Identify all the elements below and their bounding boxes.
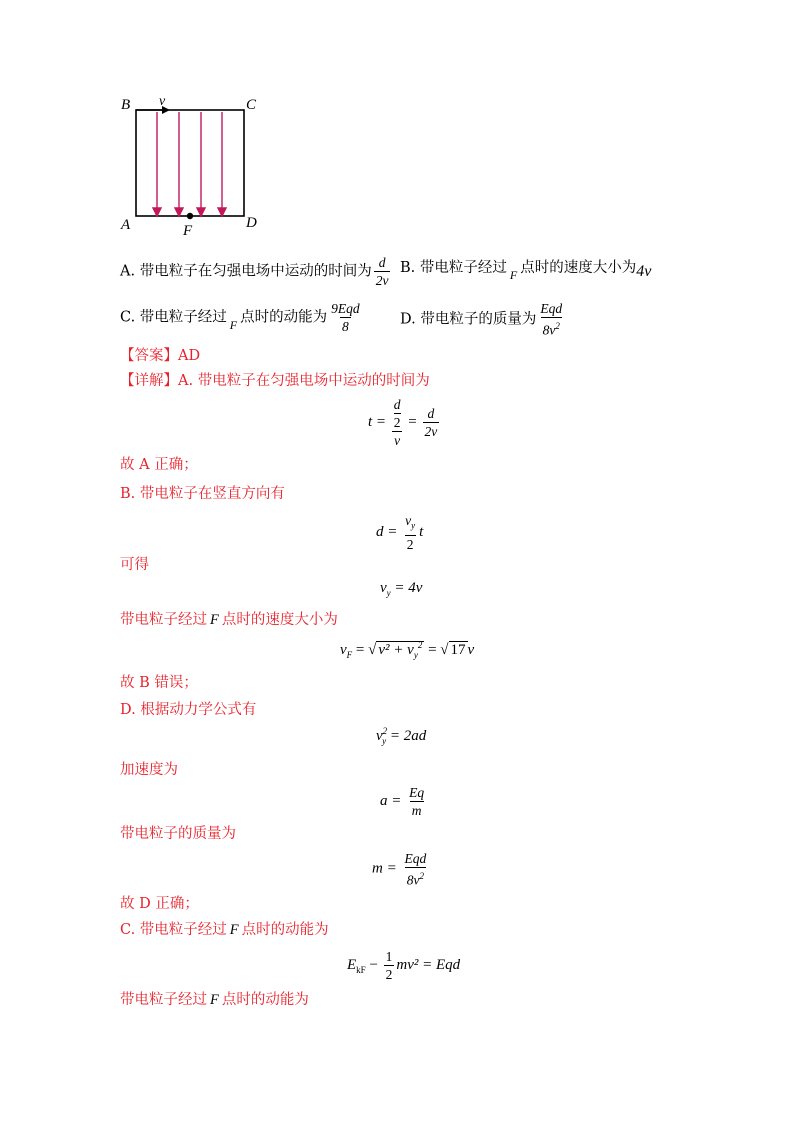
line-a-correct: 故 A 正确； xyxy=(120,457,198,473)
line-c-intro: C. 带电粒子经过 F 点时的动能为 xyxy=(120,922,329,938)
line-mass: 带电粒子的质量为 xyxy=(120,826,236,842)
field-figure xyxy=(118,92,268,242)
line-b-wrong: 故 B 错误； xyxy=(120,675,198,691)
equation-5: $v^2_y = 2ad$ xyxy=(376,726,427,746)
label-D: D xyxy=(246,215,257,231)
label-C: C xyxy=(246,97,257,113)
line-last: 带电粒子经过 F 点时的动能为 xyxy=(120,992,309,1008)
option-a-text: A. 带电粒子在匀强电场中运动的时间为 xyxy=(120,263,372,280)
option-b-value: 4v xyxy=(636,263,652,280)
label-B: B xyxy=(121,97,131,113)
line-kede: 可得 xyxy=(120,557,149,573)
option-d xyxy=(400,300,566,339)
line-acc: 加速度为 xyxy=(120,762,178,778)
option-a-fraction: $\frac{d}{2v}$ xyxy=(375,255,389,288)
equation-1: t = d 2 v = $\frac{d}{2v}$ xyxy=(368,397,438,448)
option-b xyxy=(400,258,652,282)
option-b-text2: 点时的速度大小为 xyxy=(520,260,637,276)
option-c-F: F xyxy=(229,317,238,332)
line-d-intro: D. 根据动力学公式有 xyxy=(120,702,257,718)
field-lines xyxy=(153,112,226,216)
equation-3: $v_y = 4v$ xyxy=(380,580,423,598)
option-d-fraction: $\frac{\text{Eqd}}{8v^2}$ xyxy=(540,301,563,338)
equation-6: a = $\frac{Eq}{m}$ xyxy=(380,785,425,818)
answer-line: 【答案】AD xyxy=(120,348,201,364)
line-speed: 带电粒子经过 F 点时的速度大小为 xyxy=(120,612,338,628)
option-b-F: F xyxy=(509,268,518,282)
equation-8: $E_{kF}$ − $\frac{1}{2}$ mv² = Eqd xyxy=(347,949,461,982)
equation-4: $v_F$ = √ $v^2 + v_y^2$ = √ 17 v xyxy=(340,640,475,660)
equation-7: m = $\frac{\text{Eqd}}{8v^2}$ xyxy=(372,851,427,888)
equation-2: d = $\frac{v_y}{2}$ t xyxy=(376,513,424,552)
option-b-text: B. 带电粒子经过 xyxy=(400,260,507,276)
option-c-text2: 点时的动能为 xyxy=(240,309,328,326)
option-c xyxy=(120,300,364,335)
option-d-text: D. 带电粒子的质量为 xyxy=(400,311,537,328)
field-box xyxy=(136,110,244,216)
option-c-fraction: $\frac{\text{9Eqd}}{8}$ xyxy=(331,301,360,334)
option-c-text: C. 带电粒子经过 xyxy=(120,309,227,326)
label-A: A xyxy=(121,217,131,233)
point-F xyxy=(187,213,193,219)
line-b-intro: B. 带电粒子在竖直方向有 xyxy=(120,486,285,502)
explanation-intro: 【详解】A. 带电粒子在匀强电场中运动的时间为 xyxy=(120,373,430,389)
line-d-right: 故 D 正确； xyxy=(120,896,199,912)
field-diagram xyxy=(118,92,268,242)
option-a xyxy=(120,254,392,289)
label-v: v xyxy=(159,94,166,109)
label-F: F xyxy=(183,223,193,239)
